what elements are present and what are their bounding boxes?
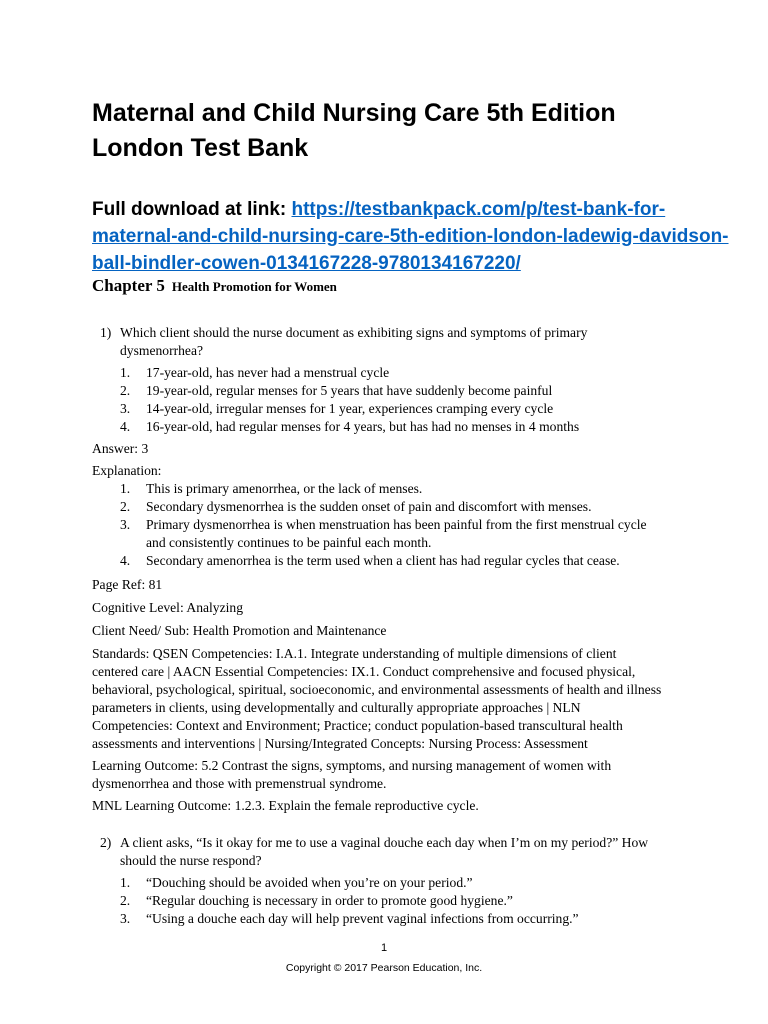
page-number: 1	[380, 942, 388, 954]
option-item	[120, 892, 660, 910]
explanation-item	[120, 552, 665, 570]
option-list	[120, 874, 660, 928]
document-title: Maternal and Child Nursing Care 5th Edition London Test Bank	[92, 99, 616, 162]
answer-block	[92, 440, 662, 815]
explanation-text: Secondary dysmenorrhea is the sudden onset of pain and discomfort with menses.	[146, 499, 592, 514]
explanation-text: Secondary amenorrhea is the term used when a client has had regular cycles that cease.	[146, 553, 620, 568]
client-need: Client Need/ Sub: Health Promotion and Maintenance	[92, 623, 387, 638]
question-text: Which client should the nurse document as exhibiting signs and symptoms of primary dysmenorrhea?	[120, 325, 588, 358]
chapter-heading	[92, 276, 337, 296]
option-number: 3.	[120, 911, 131, 926]
option-text: 14-year-old, irregular menses for 1 year, experiences cramping every cycle	[146, 401, 554, 416]
page-ref: Page Ref: 81	[92, 577, 163, 592]
option-item	[120, 418, 660, 436]
question-2	[100, 834, 660, 928]
option-text: “Regular douching is necessary in order to promote good hygiene.”	[146, 893, 513, 908]
option-item	[120, 364, 660, 382]
answer: Answer: 3	[92, 441, 149, 456]
option-item	[120, 874, 660, 892]
mnl-learning-outcome: MNL Learning Outcome: 1.2.3. Explain the female reproductive cycle.	[92, 798, 479, 813]
option-text: 17-year-old, has never had a menstrual cycle	[146, 365, 390, 380]
explanation-number: 4.	[120, 553, 131, 568]
copyright-notice: Copyright © 2017 Pearson Education, Inc.	[285, 962, 483, 974]
option-text: “Using a douche each day will help prevent vaginal infections from occurring.”	[146, 911, 579, 926]
download-link[interactable]: https://testbankpack.com/p/test-bank-for-maternal-and-child-nursing-care-5th-edition-london-ladewig-davidson-ball-bindler-cowen-0134167228-9780134167220/	[92, 199, 729, 274]
option-number: 2.	[120, 383, 131, 398]
explanation-list	[120, 480, 665, 570]
option-list	[120, 364, 660, 436]
option-text: “Douching should be avoided when you’re on your period.”	[146, 875, 473, 890]
option-text: 16-year-old, had regular menses for 4 years, but has had no menses in 4 months	[146, 419, 580, 434]
chapter-number: Chapter 5	[92, 276, 165, 295]
explanation-number: 2.	[120, 499, 131, 514]
explanation-label: Explanation:	[92, 463, 162, 478]
learning-outcome: Learning Outcome: 5.2 Contrast the signs, symptoms, and nursing management of women with dysmenorrhea and those with premenstrual syndrome.	[92, 758, 612, 791]
download-line	[92, 196, 732, 277]
option-item	[120, 910, 660, 928]
explanation-text: This is primary amenorrhea, or the lack of menses.	[146, 481, 423, 496]
option-number: 4.	[120, 419, 131, 434]
option-item	[120, 400, 660, 418]
question-text: A client asks, “Is it okay for me to use a vaginal douche each day when I’m on my period?” How should the nurse respond?	[120, 835, 649, 868]
chapter-title: Health Promotion for Women	[171, 279, 337, 294]
explanation-item	[120, 498, 665, 516]
download-label: Full download at link:	[92, 199, 292, 220]
option-item	[120, 382, 660, 400]
option-number: 1.	[120, 875, 131, 890]
option-number: 1.	[120, 365, 131, 380]
explanation-item	[120, 480, 665, 498]
question-number: 1)	[100, 325, 112, 340]
standards: Standards: QSEN Competencies: I.A.1. Integrate understanding of multiple dimensions of client centered care | AACN Essential Competencies: IX.1. Conduct comprehensive and focused physical, behavioral, psychological, spiritual, socioeconomic, and environmental assessments of health and illness parameters in clients, using developmentally and culturally appropriate approaches | NLN Competencies: Context and Environment; Practice; conduct population-based transcultural health assessments and interventions | Nursing/Integrated Concepts: Nursing Process: Assessment	[92, 646, 662, 751]
question-number: 2)	[100, 835, 112, 850]
question-1	[100, 324, 660, 436]
explanation-number: 1.	[120, 481, 131, 496]
explanation-number: 3.	[120, 517, 131, 532]
option-number: 3.	[120, 401, 131, 416]
explanation-item	[120, 516, 665, 552]
cognitive-level: Cognitive Level: Analyzing	[92, 600, 244, 615]
option-text: 19-year-old, regular menses for 5 years that have suddenly become painful	[146, 383, 553, 398]
option-number: 2.	[120, 893, 131, 908]
explanation-text: Primary dysmenorrhea is when menstruation has been painful from the first menstrual cycle and consistently continues to be painful each month.	[146, 517, 647, 550]
